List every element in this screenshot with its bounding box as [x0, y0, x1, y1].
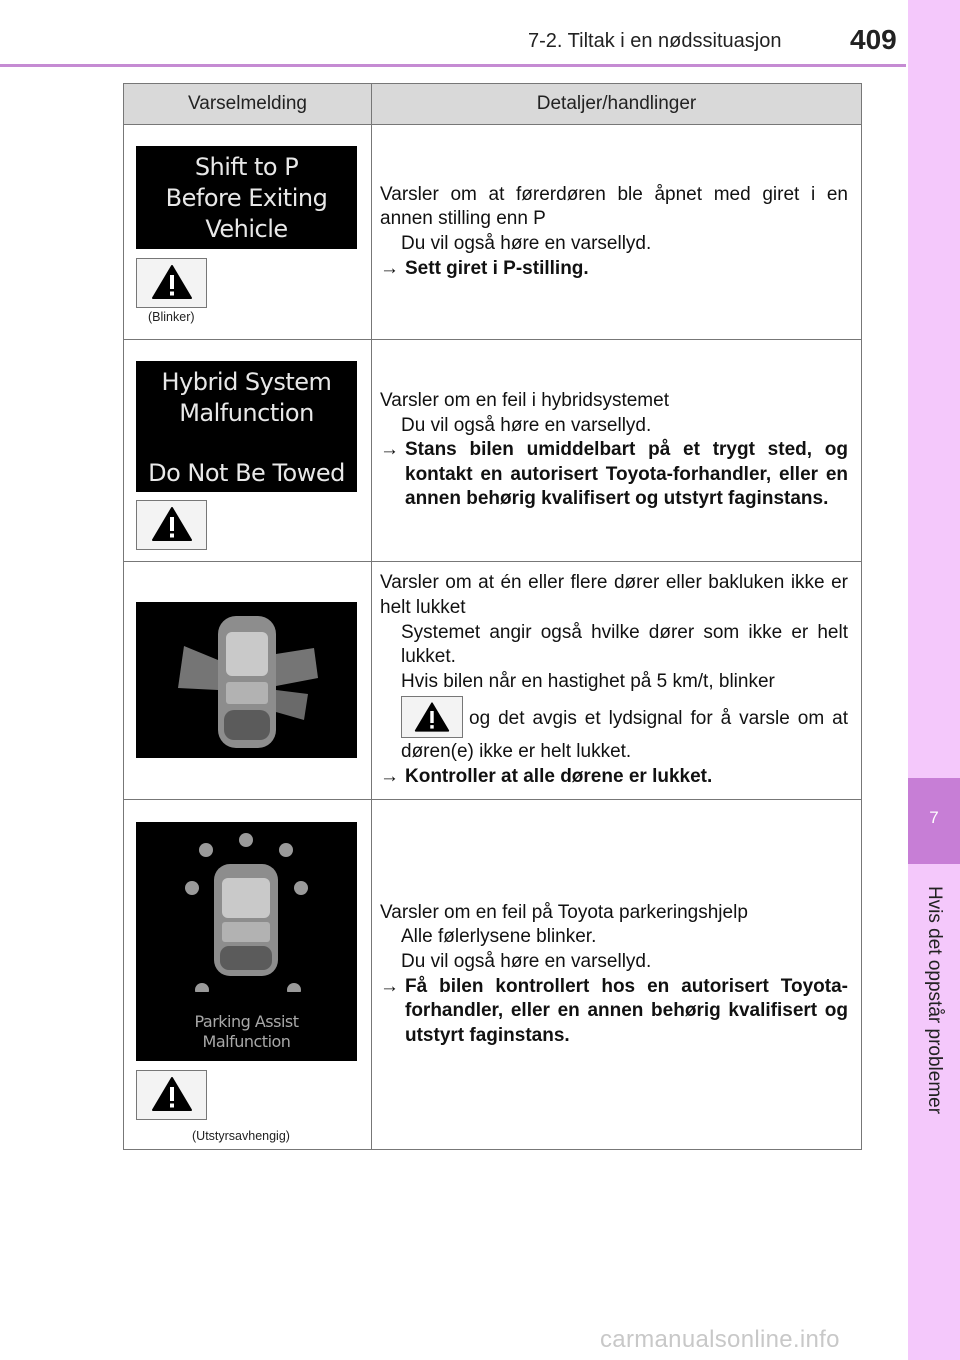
- message-cell: [124, 562, 372, 800]
- buzzer-text: og det avgis et lydsignal for å varsle om at døren(e) ikke er helt lukket.: [401, 708, 848, 763]
- page-number: 409: [850, 24, 897, 55]
- car-open-doors-icon: [136, 602, 357, 758]
- table-header-row: [124, 84, 862, 125]
- warning-triangle-icon: [136, 1070, 207, 1120]
- display-text: Shift to P: [194, 153, 299, 181]
- buzzer-note: [380, 698, 848, 765]
- display-text: Malfunction: [202, 1032, 291, 1051]
- table-row: [124, 800, 862, 1150]
- arrow-icon: →: [380, 257, 399, 279]
- arrow-icon: →: [380, 975, 399, 997]
- details-cell: [372, 800, 862, 1150]
- description-text: Varsler om at én eller flere dører eller bakluken ikke er helt lukket: [380, 572, 848, 619]
- action-text: Kontroller at alle dørene er lukket.: [405, 765, 713, 787]
- display-text: Parking Assist: [194, 1012, 299, 1031]
- action-instruction: [380, 975, 848, 1049]
- sound-note: Du vil også høre en varsellyd.: [401, 233, 652, 254]
- column-header-details: Detaljer/handlinger: [372, 84, 862, 125]
- blink-caption: (Blinker): [148, 310, 195, 324]
- display-text: Vehicle: [205, 215, 288, 243]
- chapter-number-tab: [908, 778, 960, 864]
- action-text: Sett giret i P-stilling.: [405, 257, 589, 279]
- display-text: Malfunction: [179, 399, 314, 427]
- chapter-title: 7-2. Tiltak i en nødssituasjon: [528, 30, 782, 52]
- sound-note: Du vil også høre en varsellyd.: [401, 950, 652, 972]
- details-cell: [372, 125, 862, 340]
- action-text: Få bilen kontrollert hos en autorisert Toyota-forhandler, eller en annen behørig kvalifisert og utstyrt faginstans.: [405, 975, 848, 1046]
- arrow-icon: →: [380, 765, 399, 787]
- chapter-side-tab: [908, 0, 960, 1360]
- chapter-number: 7: [929, 808, 939, 827]
- table-row: [124, 562, 862, 800]
- chapter-tab-label: Hvis det oppstår problemer: [924, 885, 945, 1115]
- door-indication-note: Systemet angir også hvilke dører som ikke er helt lukket.: [401, 621, 848, 668]
- watermark: carmanualsonline.info: [600, 1326, 840, 1353]
- display-hybrid-malfunction: [136, 361, 357, 492]
- display-parking-assist-malfunction: [136, 822, 357, 1061]
- table-row: [124, 340, 862, 562]
- details-cell: [372, 340, 862, 562]
- sensor-light-note: Alle følerlysene blinker.: [401, 926, 597, 948]
- header-rule: [0, 64, 906, 67]
- sound-note: Du vil også høre en varsellyd.: [401, 414, 652, 436]
- speed-note: Hvis bilen når en hastighet på 5 km/t, blinker: [401, 670, 775, 692]
- warning-triangle-icon: [136, 258, 207, 308]
- action-text: Stans bilen umiddelbart på et trygt sted, og kontakt en autorisert Toyota-forhandler, eller en annen behørig kvalifisert og utstyrt faginstans.: [405, 439, 848, 510]
- warning-messages-table: [123, 83, 862, 1150]
- display-text: Do Not Be Towed: [148, 459, 345, 487]
- action-instruction: [380, 438, 848, 512]
- display-shift-to-p: [136, 146, 357, 249]
- action-instruction: [380, 765, 848, 790]
- description-text: Varsler om en feil på Toyota parkeringshjelp: [380, 901, 748, 923]
- description-text: Varsler om en feil i hybridsystemet: [380, 390, 669, 412]
- display-text: Hybrid System: [161, 368, 332, 396]
- message-cell: [124, 125, 372, 340]
- description-text: Varsler om at førerdøren ble åpnet med giret i en annen stilling enn P: [380, 183, 848, 230]
- column-header-message: Varselmelding: [124, 84, 372, 125]
- message-cell: [124, 800, 372, 1150]
- display-text: Before Exiting: [165, 184, 328, 212]
- warning-triangle-icon: [136, 500, 207, 550]
- warning-triangle-icon: [401, 696, 463, 738]
- action-instruction: [380, 257, 848, 282]
- table-row: [124, 125, 862, 340]
- message-cell: [124, 340, 372, 562]
- details-cell: [372, 562, 862, 800]
- equipment-caption: (Utstyrsavhengig): [192, 1129, 290, 1143]
- arrow-icon: →: [380, 439, 399, 461]
